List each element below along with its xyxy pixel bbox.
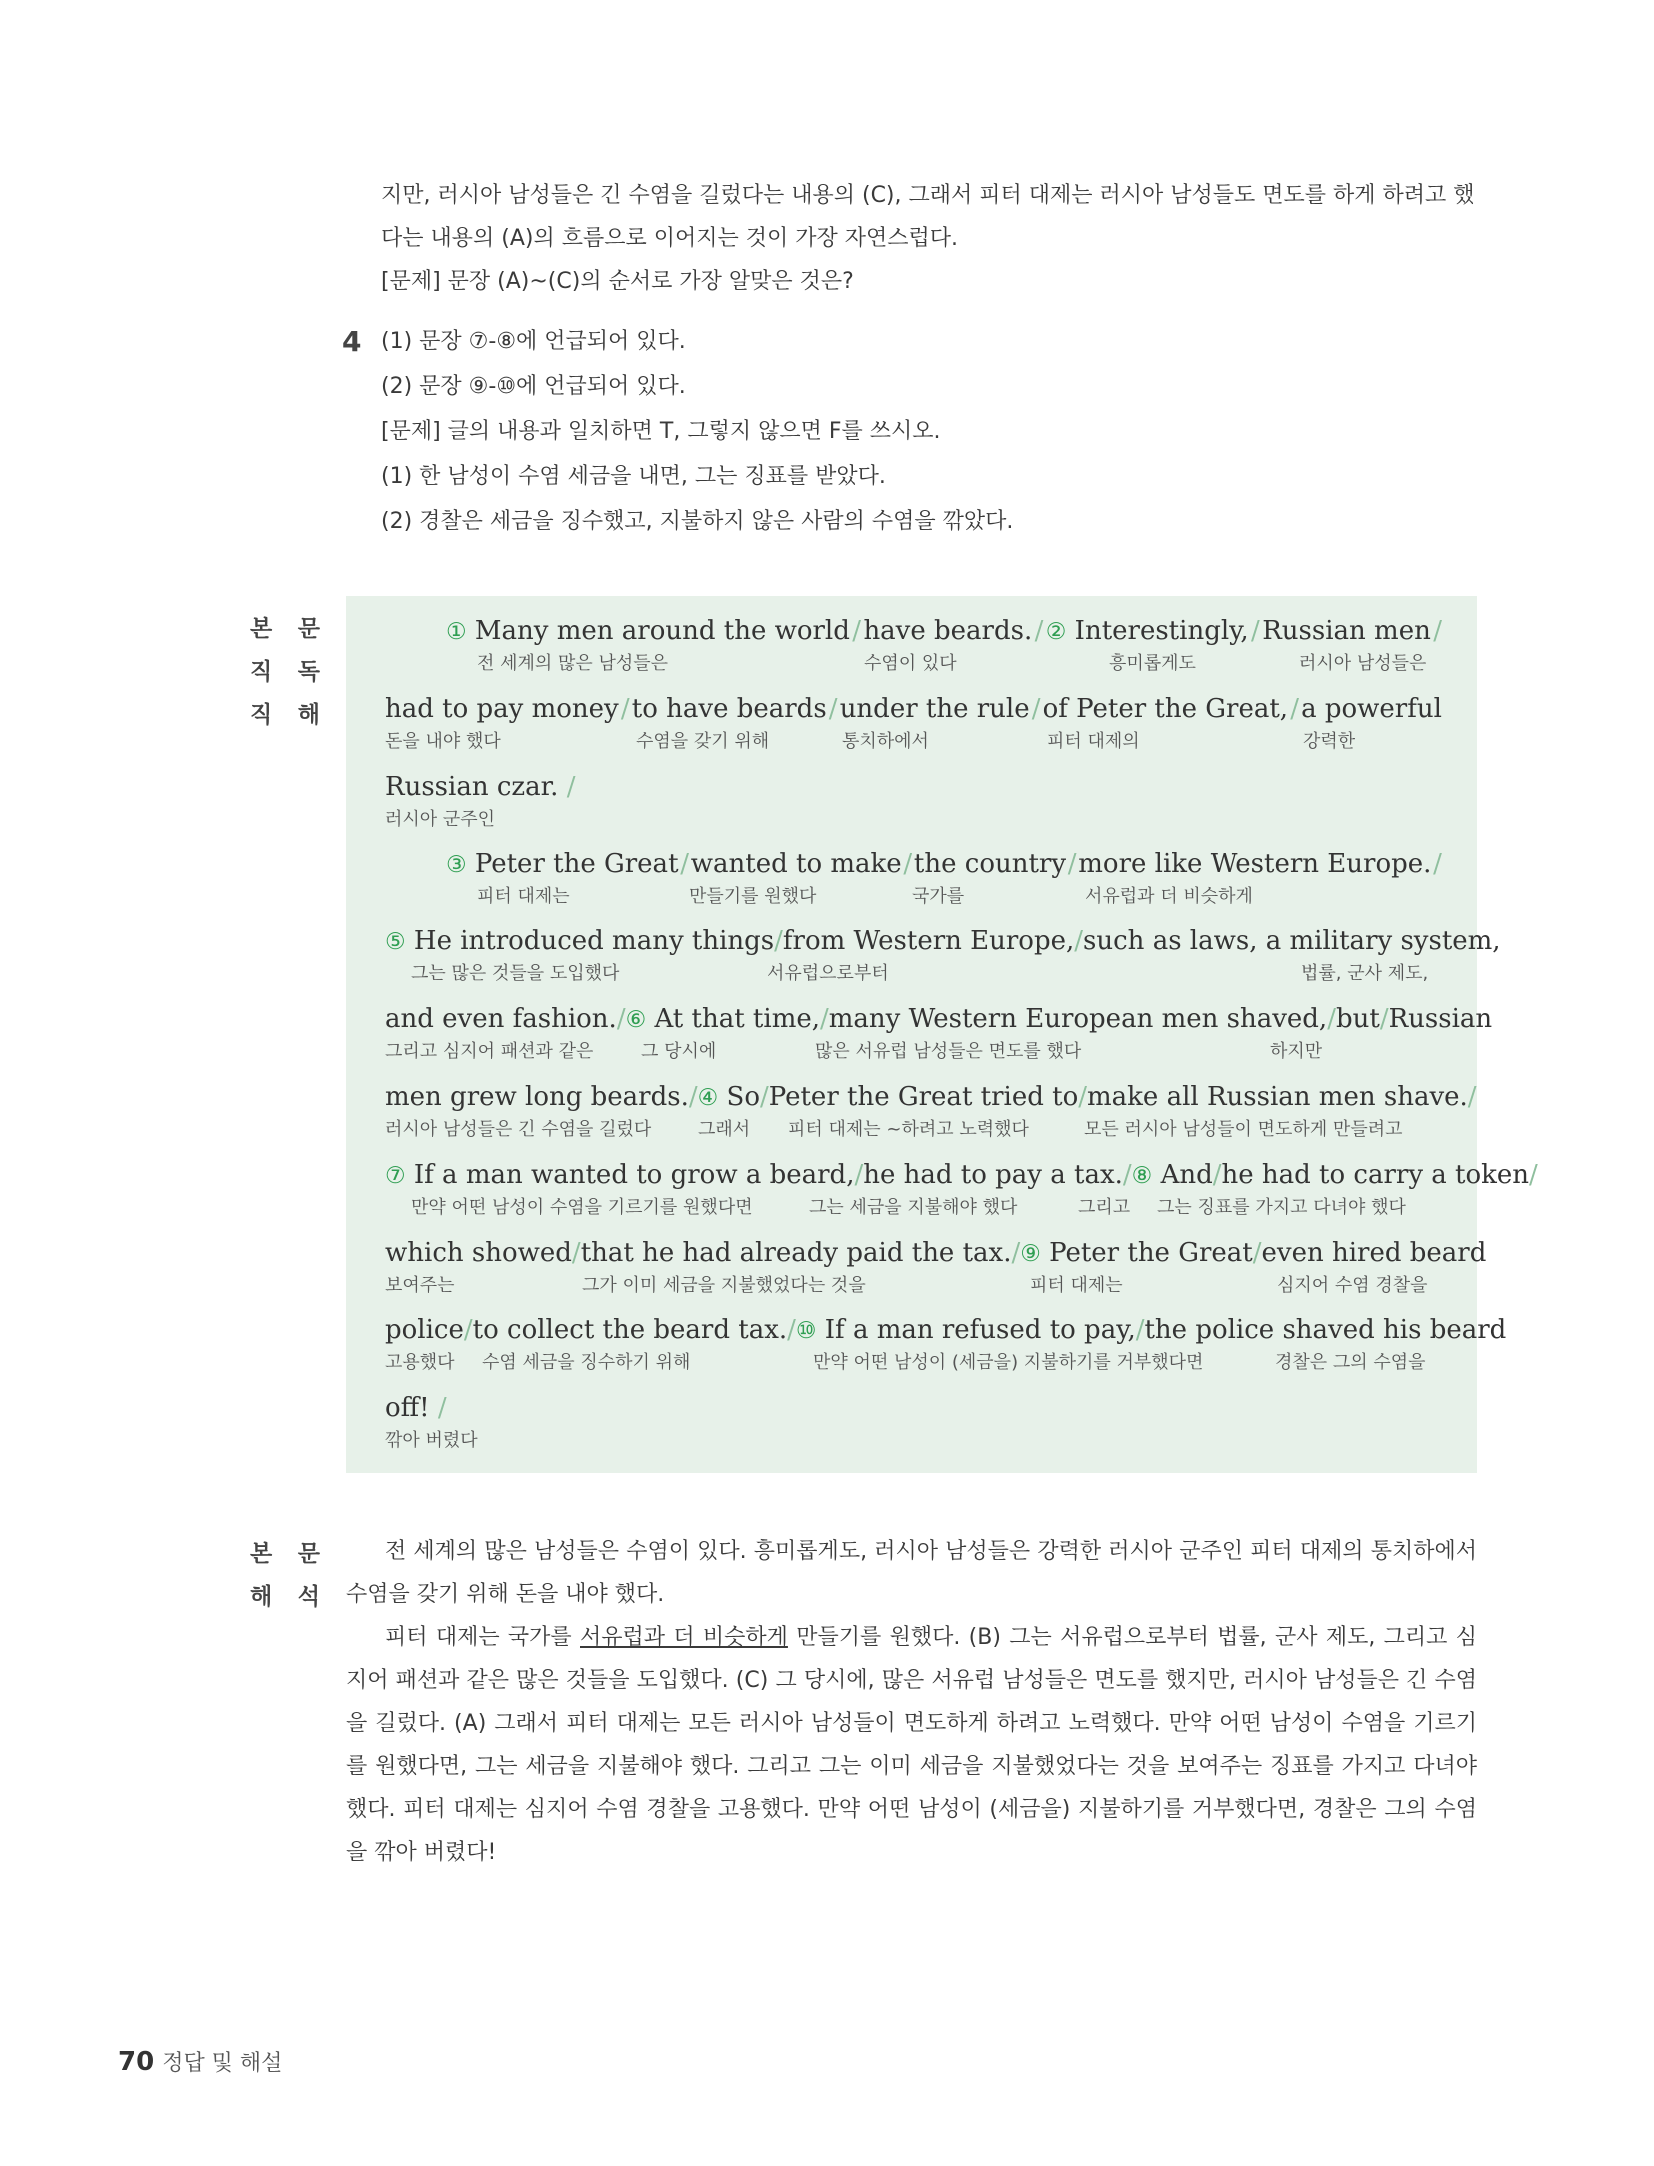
- gloss: 고용했다: [385, 1352, 455, 1373]
- gloss: 수염을 갖기 위해: [636, 731, 770, 752]
- reading-line-11: [385, 1391, 1442, 1469]
- reading-line-7: [385, 1080, 1477, 1158]
- chunk: many Western European men shaved,: [828, 1004, 1328, 1034]
- label-char: 직: [250, 659, 273, 685]
- chunk: off!: [385, 1393, 430, 1423]
- gloss: 심지어 수염 경찰을: [1277, 1275, 1428, 1296]
- chunk: men grew long beards.: [385, 1082, 689, 1112]
- gloss: 하지만: [1270, 1041, 1323, 1062]
- gloss: 경찰은 그의 수염을: [1275, 1352, 1426, 1373]
- chunk: police: [385, 1315, 464, 1345]
- slash: /: [1034, 616, 1044, 646]
- translation-paragraph-2: [346, 1616, 1477, 1874]
- reading-line-6: [385, 1002, 1493, 1080]
- q4-line: (2) 문장 ⑨-⑩에 언급되어 있다.: [381, 374, 686, 399]
- chunk: which showed: [385, 1238, 572, 1268]
- slash: /: [680, 849, 690, 879]
- gloss: 깎아 버렸다: [385, 1430, 478, 1451]
- slash: /: [463, 1315, 473, 1345]
- chunk: And: [1160, 1160, 1213, 1190]
- gloss: 그 당시에: [641, 1041, 717, 1062]
- slash: /: [854, 1160, 864, 1190]
- gloss: 서유럽으로부터: [767, 963, 889, 984]
- reading-line-2: [385, 692, 1442, 770]
- gloss: 흥미롭게도: [1109, 653, 1196, 674]
- underlined-phrase: 서유럽과 더 비슷하게: [580, 1625, 788, 1650]
- gloss: 강력한: [1303, 731, 1356, 752]
- explanation-line: 다는 내용의 (A)의 흐름으로 이어지는 것이 가장 자연스럽다.: [381, 226, 958, 251]
- reading-line-10: [385, 1313, 1507, 1391]
- chunk: from Western Europe,: [782, 926, 1075, 956]
- label-char: 해: [250, 1584, 273, 1610]
- chunk: Peter the Great: [474, 849, 679, 879]
- gloss: 수염이 있다: [864, 653, 957, 674]
- slash: /: [1212, 1160, 1222, 1190]
- slash: /: [828, 694, 838, 724]
- chunk: such as laws, a military system,: [1083, 926, 1501, 956]
- sentence-number: ⑩: [795, 1318, 817, 1344]
- slash: /: [1011, 1238, 1021, 1268]
- chunk: the country: [913, 849, 1067, 879]
- slash: /: [1031, 694, 1041, 724]
- gloss: 피터 대제는: [477, 886, 570, 907]
- slash: /: [620, 694, 630, 724]
- chunk: the police shaved his beard: [1144, 1315, 1507, 1345]
- slash: /: [616, 1004, 626, 1034]
- chunk: wanted to make: [690, 849, 902, 879]
- gloss: 그는 징표를 가지고 다녀야 했다: [1157, 1197, 1406, 1218]
- chunk: under the rule: [839, 694, 1030, 724]
- slash: /: [1135, 1315, 1145, 1345]
- slash: /: [1467, 1082, 1477, 1112]
- label-char: 해: [297, 702, 320, 728]
- gloss: 많은 서유럽 남성들은 면도를 했다: [815, 1041, 1082, 1062]
- sentence-number: ⑧: [1131, 1163, 1153, 1189]
- chunk: and even fashion.: [385, 1004, 617, 1034]
- label-char: 본: [250, 616, 273, 642]
- slash: /: [688, 1082, 698, 1112]
- slash: /: [571, 1238, 581, 1268]
- gloss: 국가를: [912, 886, 965, 907]
- slash: /: [760, 1082, 769, 1112]
- direct-reading-box: [346, 596, 1538, 1473]
- gloss: 보여주는: [385, 1275, 455, 1296]
- chunk: even hired beard: [1261, 1238, 1487, 1268]
- page-footer: [118, 2046, 282, 2077]
- gloss: 러시아 남성들은 긴 수염을 길렀다: [385, 1119, 652, 1140]
- gloss: 만들기를 원했다: [689, 886, 817, 907]
- sentence-number: ⑥: [625, 1007, 647, 1033]
- chunk: Russian: [1388, 1004, 1493, 1034]
- sentence-number: ⑦: [385, 1163, 406, 1189]
- label-char: 문: [297, 616, 320, 642]
- gloss: 돈을 내야 했다: [385, 731, 501, 752]
- slash: /: [1529, 1160, 1538, 1190]
- gloss: 수염 세금을 징수하기 위해: [482, 1352, 691, 1373]
- gloss: 통치하에서: [842, 731, 929, 752]
- chunk: Peter the Great tried to: [768, 1082, 1079, 1112]
- chunk: have beards.: [863, 616, 1033, 646]
- slash: /: [566, 772, 576, 802]
- slash: /: [1122, 1160, 1132, 1190]
- slash: /: [1433, 616, 1442, 646]
- translation-paragraph-1: 전 세계의 많은 남성들은 수염이 있다. 흥미롭게도, 러시아 남성들은 강력한 러시아 군주인 피터 대제의 통치하에서 수염을 갖기 위해 돈을 내야 했다.: [346, 1539, 1477, 1607]
- reading-section-label: [250, 610, 320, 739]
- slash: /: [1327, 1004, 1336, 1034]
- label-char: 본: [250, 1541, 273, 1567]
- label-char: 독: [297, 659, 320, 685]
- slash: /: [1433, 849, 1442, 879]
- chunk: If a man wanted to grow a beard,: [413, 1160, 855, 1190]
- chunk: At that time,: [654, 1004, 820, 1034]
- chunk: of Peter the Great,: [1042, 694, 1289, 724]
- explanation-line: 지만, 러시아 남성들은 긴 수염을 길렀다는 내용의 (C), 그래서 피터 대제는 러시아 남성들도 면도를 하게 하려고 했: [381, 183, 1475, 208]
- label-char: 문: [297, 1541, 320, 1567]
- reading-line-4: [385, 847, 1442, 925]
- label-char: 직: [250, 702, 273, 728]
- gloss: 그는 많은 것들을 도입했다: [411, 963, 620, 984]
- slash: /: [774, 926, 783, 956]
- gloss: 서유럽과 더 비슷하게: [1085, 886, 1253, 907]
- q4-line: [문제] 글의 내용과 일치하면 T, 그렇지 않으면 F를 쓰시오.: [381, 419, 941, 444]
- chunk: that he had already paid the tax.: [580, 1238, 1012, 1268]
- translation-text-part: 만들기를 원했다. (B) 그는 서유럽으로부터 법률, 군사 제도, 그리고 심지어 패션과 같은 많은 것들을 도입했다. (C) 그 당시에, 많은 서유럽 남성들은 면도를 했지만, 러시아 남성들은 긴 수염을 길렀다. (A) 그래서 피터 대제는 모든 러시아 남성들이 면도하게 하려고 노력했다. 만약 어떤 남성이 수염을 기르기를 원했다면, 그는 세금을 지불해야 했다. 그리고 그는 이미 세금을 지불했었다는 것을 보여주는 징표를 가지고 다녀야 했다. 피터 대제는 심지어 수염 경찰을 고용했다. 만약 어떤 남성이 (세금을) 지불하기를 거부했다면, 경찰은 그의 수염을 깎아 버렸다!: [346, 1625, 1477, 1865]
- chunk: If a man refused to pay,: [824, 1315, 1136, 1345]
- slash: /: [1290, 694, 1299, 724]
- gloss: 피터 대제는: [1030, 1275, 1123, 1296]
- chunk: a powerful: [1301, 694, 1442, 724]
- gloss: 만약 어떤 남성이 수염을 기르기를 원했다면: [411, 1197, 753, 1218]
- sentence-number: ⑤: [385, 929, 406, 955]
- chunk: to have beards: [631, 694, 827, 724]
- slash: /: [787, 1315, 796, 1345]
- q4-line: (1) 문장 ⑦-⑧에 언급되어 있다.: [381, 329, 686, 354]
- q4-line: (1) 한 남성이 수염 세금을 내면, 그는 징표를 받았다.: [381, 464, 886, 489]
- explanation-line: [문제] 문장 (A)~(C)의 순서로 가장 알맞은 것은?: [381, 269, 854, 294]
- translation-section-label: [250, 1535, 320, 1621]
- gloss: 모든 러시아 남성들이 면도하게 만들려고: [1084, 1119, 1403, 1140]
- chunk: He introduced many things: [413, 926, 775, 956]
- slash: /: [903, 849, 913, 879]
- chunk: he had to pay a tax.: [863, 1160, 1123, 1190]
- slash: /: [820, 1004, 829, 1034]
- translation-text-part: 피터 대제는 국가를: [385, 1625, 580, 1650]
- slash: /: [852, 616, 862, 646]
- gloss: 그는 세금을 지불해야 했다: [809, 1197, 1018, 1218]
- gloss: 러시아 남성들은: [1299, 653, 1427, 674]
- slash: /: [437, 1393, 447, 1423]
- sentence-number: ①: [446, 619, 467, 645]
- chunk: Interestingly,: [1074, 616, 1249, 646]
- q4-line: (2) 경찰은 세금을 징수했고, 지불하지 않은 사람의 수염을 깎았다.: [381, 509, 1014, 534]
- footer-label: 정답 및 해설: [162, 2051, 283, 2076]
- slash: /: [1067, 849, 1077, 879]
- slash: /: [1251, 616, 1260, 646]
- gloss: 법률, 군사 제도,: [1301, 963, 1429, 984]
- slash: /: [1379, 1004, 1389, 1034]
- chunk: had to pay money: [385, 694, 619, 724]
- label-char: 석: [297, 1584, 320, 1610]
- chunk: more like Western Europe.: [1078, 849, 1432, 879]
- reading-line-8: [385, 1158, 1538, 1236]
- reading-line-9: [385, 1236, 1487, 1314]
- gloss: 만약 어떤 남성이 (세금을) 지불하기를 거부했다면: [813, 1352, 1204, 1373]
- reading-line-1: [385, 614, 1442, 692]
- reading-line-3: [385, 770, 1442, 848]
- chunk: but: [1335, 1004, 1380, 1034]
- gloss: 러시아 군주인: [385, 809, 496, 830]
- gloss: 전 세계의 많은 남성들은: [477, 653, 669, 674]
- gloss: 그리고 심지어 패션과 같은: [385, 1041, 594, 1062]
- page-number: 70: [118, 2047, 155, 2077]
- sentence-number: ⑨: [1020, 1241, 1041, 1267]
- gloss: 피터 대제는 ~하려고 노력했다: [788, 1119, 1029, 1140]
- slash: /: [1078, 1082, 1088, 1112]
- gloss: 그가 이미 세금을 지불했었다는 것을: [582, 1275, 866, 1296]
- answer-explanation: [381, 174, 1477, 303]
- gloss: 그래서: [698, 1119, 751, 1140]
- slash: /: [1074, 926, 1084, 956]
- chunk: So: [726, 1082, 760, 1112]
- sentence-number: ②: [1045, 619, 1067, 645]
- chunk: Peter the Great: [1049, 1238, 1253, 1268]
- reading-line-5: [385, 924, 1501, 1002]
- translation-text: [346, 1530, 1477, 1874]
- chunk: Russian czar.: [385, 772, 559, 802]
- chunk: Many men around the world: [474, 616, 850, 646]
- gloss: 그리고: [1078, 1197, 1131, 1218]
- chunk: he had to carry a token: [1221, 1160, 1530, 1190]
- slash: /: [1252, 1238, 1262, 1268]
- question-number: 4: [342, 325, 362, 358]
- chunk: make all Russian men shave.: [1087, 1082, 1468, 1112]
- gloss: 피터 대제의: [1047, 731, 1140, 752]
- chunk: to collect the beard tax.: [472, 1315, 788, 1345]
- sentence-number: ③: [446, 852, 467, 878]
- chunk: Russian men: [1262, 616, 1431, 646]
- sentence-number: ④: [697, 1085, 719, 1111]
